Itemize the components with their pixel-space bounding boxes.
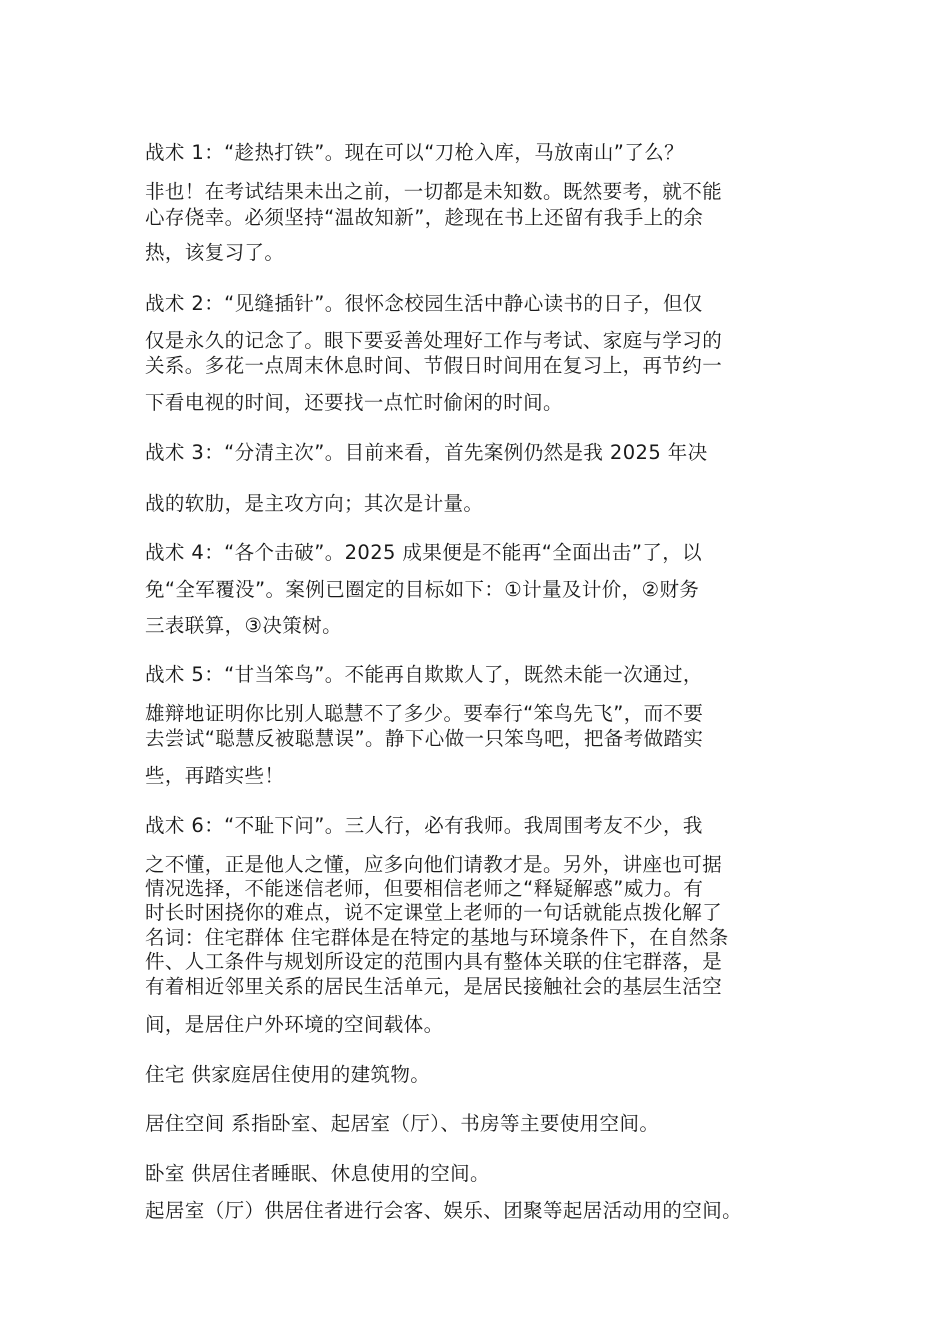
- text-line: 非也！在考试结果未出之前，一切都是未知数。既然要考，就不能: [145, 180, 723, 203]
- text-line: 起居室（厅）供居住者进行会客、娱乐、团聚等起居活动用的空间。: [145, 1199, 743, 1222]
- text-line: 些，再踏实些！: [145, 764, 285, 787]
- text-line: 免“全军覆没”。案例已圈定的目标如下：①计量及计价，②财务: [145, 578, 700, 601]
- text-line: 仅是永久的记念了。眼下要妥善处理好工作与考试、家庭与学习的: [145, 329, 723, 352]
- text-line: 住宅 供家庭居住使用的建筑物。: [145, 1063, 431, 1086]
- text-line: 居住空间 系指卧室、起居室（厅）、书房等主要使用空间。: [145, 1112, 660, 1135]
- text-line: 三表联算，③决策树。: [145, 614, 342, 637]
- text-line: 战的软肋，是主攻方向；其次是计量。: [145, 492, 484, 515]
- text-line: 战术 4：“各个击破”。2025 成果便是不能再“全面出击”了，以: [145, 541, 703, 564]
- text-line: 战术 6：“不耻下问”。三人行，必有我师。我周围考友不少，我: [145, 814, 703, 837]
- text-line: 战术 2：“见缝插针”。很怀念校园生活中静心读书的日子，但仅: [145, 292, 703, 315]
- text-line: 卧室 供居住者睡眠、休息使用的空间。: [145, 1162, 490, 1185]
- text-line: 去尝试“聪慧反被聪慧误”。静下心做一只笨鸟吧，把备考做踏实: [145, 727, 704, 750]
- text-line: 下看电视的时间，还要找一点忙时偷闲的时间。: [145, 391, 563, 414]
- text-line: 关系。多花一点周末休息时间、节假日时间用在复习上，再节约一: [145, 354, 723, 377]
- text-line: 战术 5：“甘当笨鸟”。不能再自欺欺人了，既然未能一次通过，: [145, 663, 703, 686]
- text-line: 有着相近邻里关系的居民生活单元，是居民接触社会的基层生活空: [145, 975, 723, 998]
- text-line: 雄辩地证明你比别人聪慧不了多少。要奉行“笨鸟先飞”，而不要: [145, 702, 704, 725]
- text-line: 心存侥幸。必须坚持“温故知新”，趁现在书上还留有我手上的余: [145, 206, 704, 229]
- text-line: 战术 1：“趁热打铁”。现在可以“刀枪入库，马放南山”了么？: [145, 141, 685, 164]
- text-line: 之不懂，正是他人之懂，应多向他们请教才是。另外，讲座也可据: [145, 853, 723, 876]
- text-line: 件、人工条件与规划所设定的范围内具有整体关联的住宅群落，是: [145, 950, 723, 973]
- text-line: 名词：住宅群体 住宅群体是在特定的基地与环境条件下，在自然条: [145, 926, 729, 949]
- text-line: 时长时困挠你的难点，说不定课堂上老师的一句话就能点拨化解了: [145, 901, 723, 924]
- text-line: 间，是居住户外环境的空间载体。: [145, 1013, 444, 1036]
- text-line: 热，该复习了。: [145, 241, 285, 264]
- text-line: 情况选择，不能迷信老师，但要相信老师之“释疑解惑”威力。有: [145, 877, 704, 900]
- text-line: 战术 3：“分清主次”。目前来看，首先案例仍然是我 2025 年决: [145, 441, 708, 464]
